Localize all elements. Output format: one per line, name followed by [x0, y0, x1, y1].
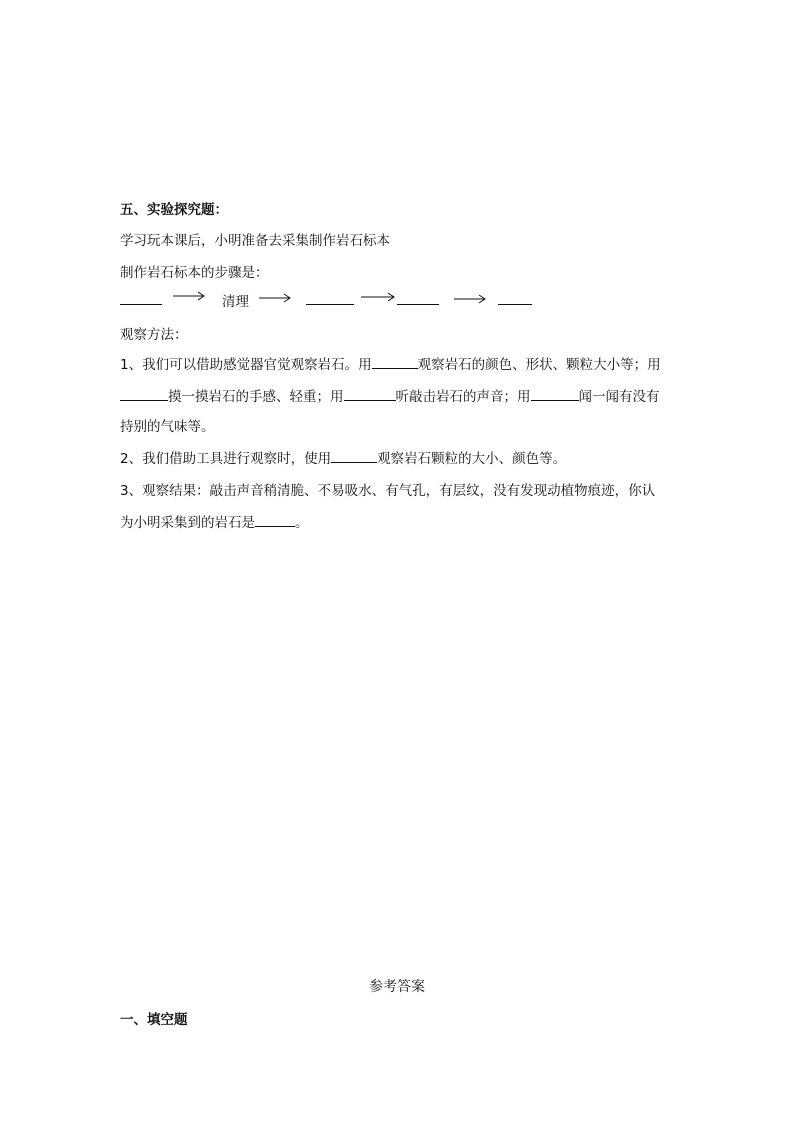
q1-text-d: 听敲击岩石的声音；用 — [395, 389, 531, 405]
q1-text-c: 摸一摸岩石的手感、轻重；用 — [168, 389, 344, 405]
step-blank-4 — [498, 290, 532, 305]
q1-blank-4 — [531, 386, 579, 401]
q2-text-a: 2、我们借助工具进行观察时，使用 — [120, 451, 332, 467]
section-heading: 五、实验探究题： — [120, 202, 228, 218]
arrow-icon — [453, 293, 487, 305]
answers-section-1-heading: 一、填空题 — [120, 1012, 188, 1028]
q1-text-a: 1、我们可以借助感觉器官觉观察岩石。用 — [120, 357, 372, 373]
q1-blank-1 — [372, 354, 418, 369]
step-clean-label: 清理 — [222, 294, 249, 310]
arrow-icon — [360, 291, 396, 303]
step-blank-1 — [120, 290, 162, 305]
question-1-line-1 — [120, 353, 661, 373]
intro-text: 学习玩本课后，小明准备去采集制作岩石标本 — [120, 233, 390, 249]
q2-blank — [331, 448, 377, 463]
q1-text-e: 闻一闻有没有 — [578, 389, 660, 405]
q1-blank-2 — [120, 386, 168, 401]
q2-text-b: 观察岩石颗粒的大小、颜色等。 — [377, 451, 567, 467]
q3-blank — [255, 512, 295, 527]
question-3-line-1: 3、观察结果：敲击声音稍清脆、不易吸水、有气孔，有层纹，没有发现动植物痕迹，你认 — [120, 483, 656, 499]
question-1-line-2 — [120, 385, 660, 405]
method-title: 观察方法： — [120, 327, 188, 343]
question-2 — [120, 447, 566, 467]
arrow-icon — [172, 290, 206, 302]
step-blank-3 — [397, 290, 439, 305]
answers-title: 参考答案 — [369, 979, 425, 995]
question-3-line-2 — [120, 511, 309, 531]
question-1-line-3: 持别的气味等。 — [120, 419, 215, 435]
q1-blank-3 — [344, 386, 396, 401]
steps-title: 制作岩石标本的步骤是： — [120, 265, 269, 281]
q3-text-c: 。 — [295, 515, 309, 531]
q3-text-b: 为小明采集到的岩石是 — [120, 515, 255, 531]
step-blank-2 — [306, 290, 354, 305]
q1-text-b: 观察岩石的颜色、形状、颗粒大小等；用 — [417, 357, 661, 373]
arrow-icon — [258, 292, 292, 304]
